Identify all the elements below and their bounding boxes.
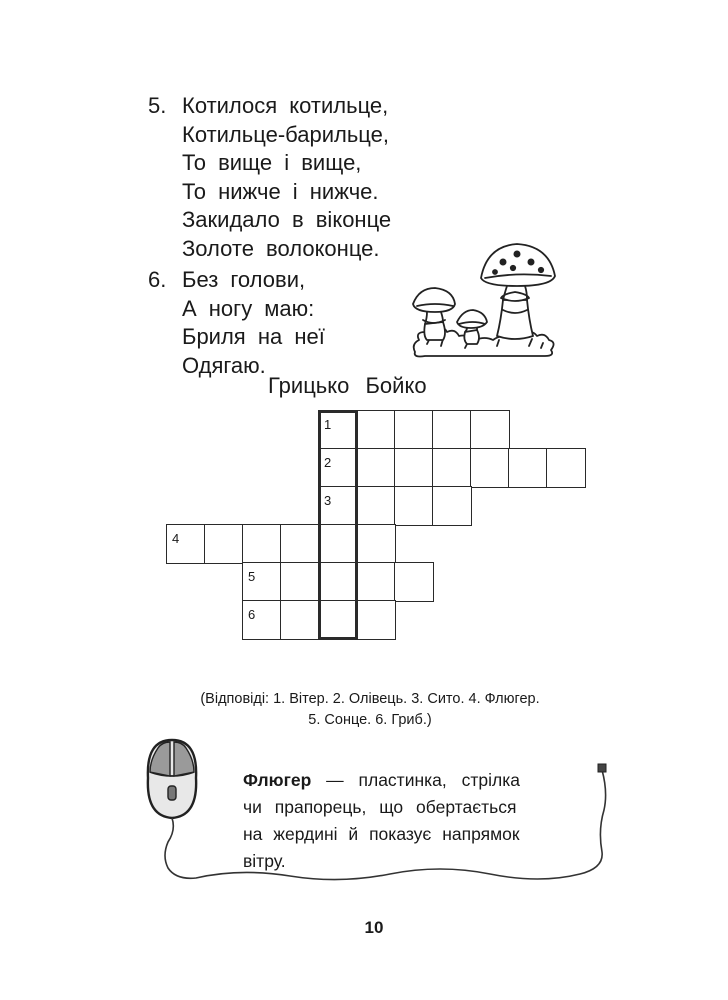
- crossword-cell-r3-c2[interactable]: [356, 486, 396, 526]
- riddle-6-number: 6.: [148, 267, 167, 292]
- crossword-cell-r2-c4[interactable]: [432, 448, 472, 488]
- crossword-cell-r2-c1[interactable]: [318, 448, 358, 488]
- riddle-6-line: А ногу маю:: [182, 295, 315, 321]
- crossword-cell-r4-c1[interactable]: [166, 524, 206, 564]
- page-number: 10: [364, 918, 384, 937]
- crossword-cell-r5-c5[interactable]: [394, 562, 434, 602]
- crossword-cell-r1-c1[interactable]: [318, 410, 358, 450]
- riddle-5-line: Котильце-барильце,: [182, 121, 390, 147]
- riddle-5-line: То вище і вище,: [182, 150, 362, 175]
- clue-number-3: 3: [324, 493, 332, 508]
- definition-term: Флюгер: [243, 770, 312, 790]
- crossword-cell-r3-c3[interactable]: [394, 486, 434, 526]
- riddle-5-line: Закидало в віконце: [182, 207, 392, 232]
- riddle-5-line: То нижче і нижче.: [182, 178, 379, 204]
- crossword-cell-r1-c3[interactable]: [394, 410, 434, 450]
- crossword-cell-r1-c5[interactable]: [470, 410, 510, 450]
- crossword-cell-r2-c2[interactable]: [356, 448, 396, 488]
- cable-plug: [598, 764, 606, 772]
- crossword-cell-r5-c1[interactable]: [242, 562, 282, 602]
- crossword-cell-r1-c4[interactable]: [432, 410, 472, 450]
- definition-line-3: на жердині й показує напрямок: [243, 824, 520, 844]
- crossword-cell-r4-c4[interactable]: [280, 524, 320, 564]
- crossword-cell-r3-c1[interactable]: [318, 486, 358, 526]
- crossword-cell-r4-c3[interactable]: [242, 524, 282, 564]
- crossword-cell-r6-c2[interactable]: [280, 600, 320, 640]
- crossword-cell-r3-c4[interactable]: [432, 486, 472, 526]
- clue-number-4: 4: [172, 531, 180, 546]
- crossword-cell-r2-c3[interactable]: [394, 448, 434, 488]
- riddle-6-line: Бриля на неї: [182, 324, 325, 349]
- crossword-cell-r5-c3[interactable]: [318, 562, 358, 602]
- riddle-5-line: Золоте волоконце.: [182, 235, 380, 261]
- definition-line-1: [243, 767, 563, 794]
- poem-author: Грицько Бойко: [268, 373, 427, 398]
- crossword-cell-r6-c1[interactable]: [242, 600, 282, 640]
- crossword-cell-r5-c2[interactable]: [280, 562, 320, 602]
- answers-text: [150, 689, 590, 731]
- definition-line-1-rest: — пластинка, стрілка: [311, 770, 520, 790]
- riddle-5-number: 5.: [148, 93, 167, 118]
- mushrooms-illustration: [405, 240, 565, 365]
- riddle-5-line: Котилося котильце,: [182, 93, 389, 118]
- answers-line-1: (Відповіді: 1. Вітер. 2. Олівець. 3. Сито. 4. Флюгер.: [200, 691, 540, 707]
- crossword-cell-r2-c7[interactable]: [546, 448, 586, 488]
- definition-line-2: чи прапорець, що обертається: [243, 797, 517, 817]
- definition-text: [243, 767, 563, 875]
- clue-number-5: 5: [248, 569, 256, 584]
- clue-number-1: 1: [324, 417, 332, 432]
- clue-number-6: 6: [248, 607, 256, 622]
- crossword-cell-r4-c2[interactable]: [204, 524, 244, 564]
- crossword-cell-r2-c6[interactable]: [508, 448, 548, 488]
- crossword-cell-r1-c2[interactable]: [356, 410, 396, 450]
- crossword-cell-r4-c6[interactable]: [356, 524, 396, 564]
- answers-line-2: 5. Сонце. 6. Гриб.): [308, 712, 432, 728]
- crossword-cell-r6-c3[interactable]: [318, 600, 358, 640]
- crossword-cell-r2-c5[interactable]: [470, 448, 510, 488]
- definition-line-4: вітру.: [243, 851, 286, 871]
- clue-number-2: 2: [324, 455, 332, 470]
- riddle-6-line: Без голови,: [182, 267, 306, 292]
- riddle-6-line: Одягаю.: [182, 352, 266, 378]
- computer-mouse-icon: [148, 740, 196, 818]
- crossword-cell-r6-c4[interactable]: [356, 600, 396, 640]
- crossword-cell-r5-c4[interactable]: [356, 562, 396, 602]
- crossword-cell-r4-c5[interactable]: [318, 524, 358, 564]
